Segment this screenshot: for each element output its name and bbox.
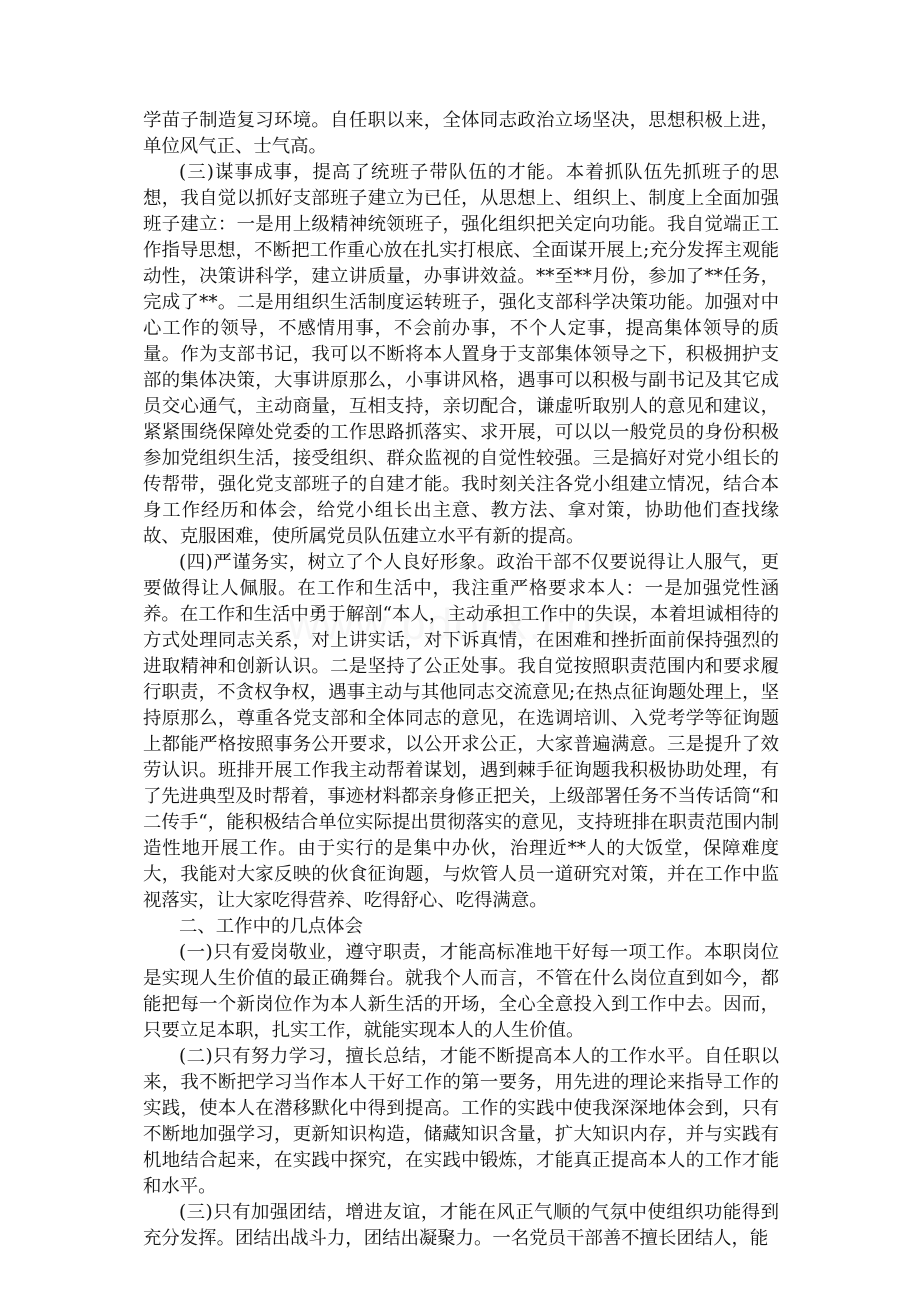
paragraph-point-1: (一)只有爱岗敬业，遵守职责，才能高标准地干好每一项工作。本职岗位是实现人生价值的最正确舞台。就我个人而言，不管在什么岗位直到如今，都能把每一个新岗位作为本人新生活的开场，全心全意投入到工作中去。因而，只要立足本职，扎实工作，就能实现本人的人生价值。 [143,942,779,1041]
paragraph-section-4: (四)严谨务实，树立了个人良好形象。政治干部不仅要说得让人服气，更要做得让人佩服。在工作和生活中，我注重严格要求本人：一是加强党性涵养。在工作和生活中勇于解剖“本人，主动承担工作中的失误，本着坦诚相待的方式处理同志关系，对上讲实话，对下诉真情，在困难和挫折面前保持强烈的进取精神和创新认识。二是坚持了公正处事。我自觉按照职责范围内和要求履行职责，不贪权争权，遇事主动与其他同志交流意见;在热点征询题处理上，坚持原那么，尊重各党支部和全体同志的意见，在选调培训、入党考学等征询题上都能严格按照事务公开要求，以公开求公正，大家普遍满意。三是提升了效劳认识。班排开展工作我主动帮着谋划，遇到棘手征询题我积极协助处理，有了先进典型及时帮着，事迹材料都亲身修正把关，上级部署任务不当传话筒“和二传手“，能积极结合单位实际提出贯彻落实的意见，支持班排在职责范围内制造性地开展工作。由于实行的是集中办伙，治理近**人的大饭堂，保障难度大，我能对大家反映的伙食征询题，与炊管人员一道研究对策，并在工作中监视落实，让大家吃得营养、吃得舒心、吃得满意。 [143,552,779,911]
paragraph-point-2: (二)只有努力学习，擅长总结，才能不断提高本人的工作水平。自任职以来，我不断把学习当作本人干好工作的第一要务，用先进的理论来指导工作的实践，使本人在潜移默化中得到提高。工作的实践中使我深深地体会到，只有不断地加强学习，更新知识构造，储藏知识含量，扩大知识内存，并与实践有机地结合起来，在实践中探究，在实践中锻炼，才能真正提高本人的工作才能和水平。 [143,1046,779,1197]
document-body [143,108,779,1252]
paragraph-section-3: (三)谋事成事，提高了统班子带队伍的才能。本着抓队伍先抓班子的思想，我自觉以抓好支部班子建立为已任，从思想上、组织上、制度上全面加强班子建立：一是用上级精神统领班子，强化组织把关定向功能。我自觉端正工作指导思想，不断把工作重心放在扎实打根底、全面谋开展上;充分发挥主观能动性，决策讲科学，建立讲质量，办事讲效益。**至**月份，参加了**任务，完成了**。二是用组织生活制度运转班子，强化支部科学决策功能。加强对中心工作的领导，不感情用事，不会前办事，不个人定事，提高集体领导的质量。作为支部书记，我可以不断将本人置身于支部集体领导之下，积极拥护支部的集体决策，大事讲原那么，小事讲风格，遇事可以积极与副书记及其它成员交心通气，主动商量，互相支持，亲切配合，谦虚听取别人的意见和建议，紧紧围绕保障处党委的工作思路抓落实、求开展，可以以一般党员的身份积极参加党组织生活，接受组织、群众监视的自觉性较强。三是搞好对党小组长的传帮带，强化党支部班子的自建才能。我时刻关注各党小组建立情况，结合本身工作经历和体会，给党小组长出主意、教方法、拿对策，协助他们查找缘故、克服困难，使所属党员队伍建立水平有新的提高。 [143,162,779,547]
section-heading: 二、工作中的几点体会 [179,916,363,937]
paragraph-continuation: 学苗子制造复习环境。自任职以来，全体同志政治立场坚决，思想积极上进，单位风气正、士气高。 [143,110,779,157]
paragraph-point-3: (三)只有加强团结，增进友谊，才能在风正气顺的气氛中使组织功能得到充分发挥。团结出战斗力，团结出凝聚力。一名党员干部善不擅长团结人，能 [143,1202,779,1249]
